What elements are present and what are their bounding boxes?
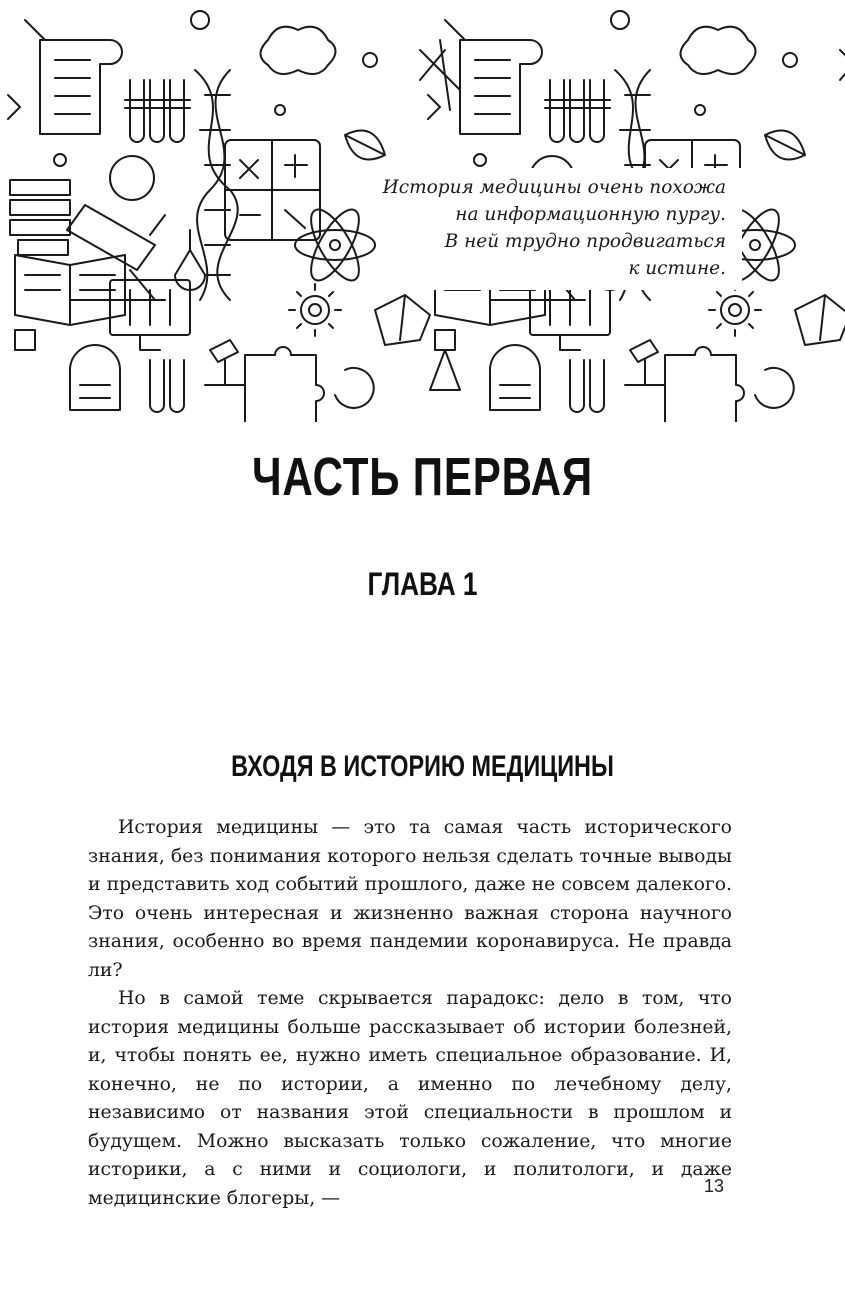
epigraph [366,174,726,282]
epigraph-line: к истине. [628,258,726,279]
section-title: ВХОДЯ В ИСТОРИЮ МЕДИЦИНЫ [231,750,614,783]
epigraph-line: История медицины очень похожа [382,177,726,198]
doodle-banner [0,0,845,422]
part-title: ЧАСТЬ ПЕРВАЯ [252,447,593,507]
chapter-title: ГЛАВА 1 [367,566,478,602]
paragraph: Но в самой теме скрывается парадокс: дело в том, что история медицины больше рассказывает об истории болезней, и, чтобы понять ее, нужно иметь специальное образование. И, конечно, не по истории, а именно по лечебному делу, независимо от названия этой специальности в прошлом и будущем. Можно высказать только сожаление, что многие историки, а с ними и социологи, и политологи, и даже медицинские блогеры, — [88,988,732,1209]
body-text [88,814,732,1213]
paragraph: История медицины — это та самая часть исторического знания, без понимания которого нельзя сделать точные выводы и представить ход событий прошлого, даже не совсем далекого. Это очень интересная и жизненно важная сторона научного знания, особенно во время пандемии коронавируса. Не правда ли? [88,817,732,981]
epigraph-box [380,168,742,290]
epigraph-line: В ней трудно продвигаться [444,231,726,252]
page-number: 13 [704,1176,725,1196]
epigraph-line: на информационную пургу. [455,204,726,225]
